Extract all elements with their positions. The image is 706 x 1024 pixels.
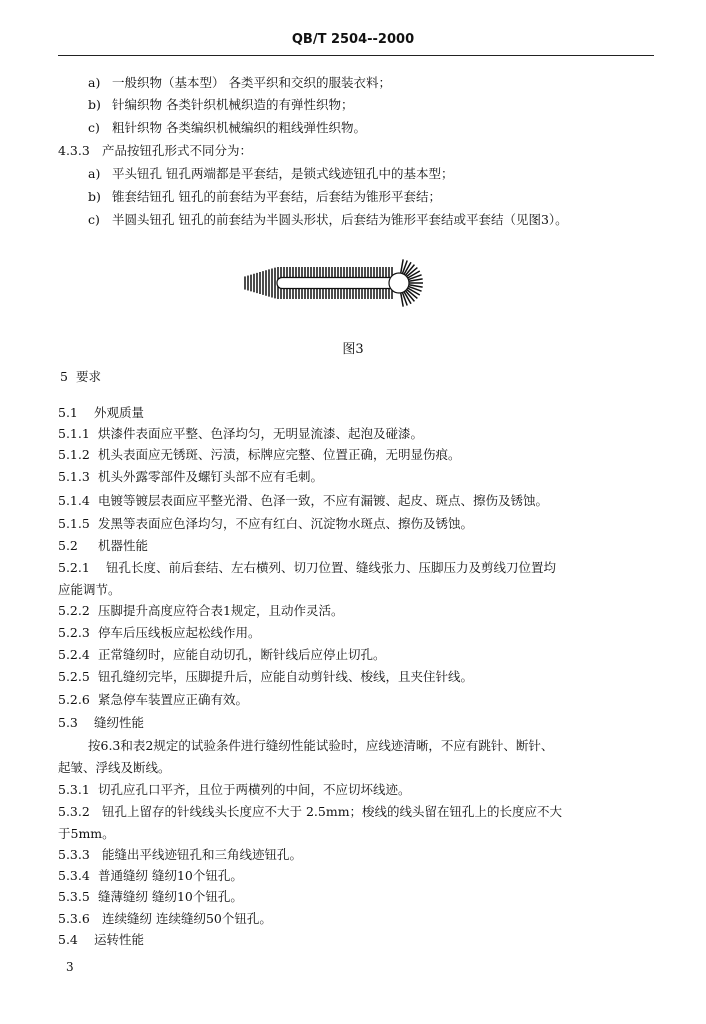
clause-text: 发黑等表面应色泽均匀，不应有红白、沉淀物水斑点、擦伤及锈蚀。 [98,516,474,531]
clause-text: 锥套结钮孔 钮孔的前套结为平套结，后套结为锥形平套结； [112,189,441,204]
standard-code-header: QB/T 2504--2000 [291,32,415,47]
clause-label: 5.3.2 [58,804,90,819]
clause-text: 能缝出平线迹钮孔和三角线迹钮孔。 [102,847,303,862]
clause-text: 钮孔长度、前后套结、左右横列、切刀位置、缝线张力、压脚压力及剪线刀位置均 [106,560,557,575]
text-line [58,715,144,731]
text-line [58,669,473,685]
clause-text: 压脚提升高度应符合表1规定，且动作灵活。 [98,603,344,618]
page-number: 3 [66,960,74,974]
text-line [58,868,243,884]
clause-label: 5.3.4 [58,868,90,883]
text-line [58,582,121,598]
clause-label: 5.2 [58,538,78,553]
text-line [88,166,453,182]
text-line [88,75,391,91]
clause-label: 5.2.5 [58,669,90,684]
clause-label: c) [88,212,100,227]
clause-label: 5.3.3 [58,847,90,862]
clause-text: 针编织物 各类针织机械织造的有弹性织物； [112,97,354,112]
clause-label: 5.1.4 [58,493,90,508]
text-line [58,782,411,798]
text-line [58,538,148,554]
text-line [58,804,562,820]
text-line [88,120,366,136]
clause-text: 烘漆件表面应平整、色泽均匀，无明显流漆、起泡及碰漆。 [98,426,424,441]
clause-label: a) [88,75,101,90]
clause-label: c) [88,120,100,135]
clause-label: 5.1.2 [58,447,90,462]
clause-label: 5.3.5 [58,889,90,904]
text-line [58,447,461,463]
text-line [58,560,556,576]
clause-text: 电镀等镀层表面应平整光滑、色泽一致，不应有漏镀、起皮、斑点、擦伤及锈蚀。 [98,493,549,508]
text-line [58,426,423,442]
clause-label: 5.1.3 [58,469,90,484]
text-line [88,738,553,754]
clause-text: 要求 [76,369,102,384]
text-line [60,369,101,385]
header-rule [58,55,654,56]
text-line [58,516,473,532]
clause-label: 5.1.5 [58,516,90,531]
text-line [58,692,248,708]
clause-text: 产品按钮孔形式不同分为： [102,143,253,158]
text-line [58,911,272,927]
clause-label: 5.2.3 [58,625,90,640]
clause-text: 普通缝纫 缝纫10个钮孔。 [98,868,243,883]
clause-label: 5 [60,369,68,384]
clause-text: 钮孔上留存的针线线头长度应不大于 2.5mm；梭线的线头留在钮孔上的长度应不大 [102,804,563,819]
text-line [58,469,323,485]
clause-text: 半圆头钮孔 钮孔的前套结为半圆头形状，后套结为锥形平套结或平套结（见图3）。 [112,212,568,227]
clause-label: 5.2.6 [58,692,90,707]
text-line [58,625,261,641]
text-line [58,932,144,948]
clause-text: 机头表面应无锈斑、污渍，标牌应完整、位置正确，无明显伤痕。 [98,447,461,462]
clause-label: 5.2.4 [58,647,90,662]
text-line [88,189,441,205]
clause-text: 外观质量 [94,405,145,420]
clause-label: 5.3.1 [58,782,90,797]
clause-text: 连续缝纫 连续缝纫50个钮孔。 [102,911,272,926]
clause-text: 于5mm。 [58,826,115,841]
clause-text: 应能调节。 [58,582,121,597]
figure-caption: 图3 [342,342,364,357]
clause-text: 紧急停车装置应正确有效。 [98,692,249,707]
clause-text: 正常缝纫时，应能自动切孔，断针线后应停止切孔。 [98,647,386,662]
clause-label: b) [88,97,101,112]
clause-text: 按6.3和表2规定的试验条件进行缝纫性能试验时，应线迹清晰，不应有跳针、断针、 [88,738,554,753]
clause-text: 停车后压线板应起松线作用。 [98,625,261,640]
clause-text: 平头钮孔 钮孔两端都是平套结，是锁式线迹钮孔中的基本型； [112,166,454,181]
buttonhole-figure [243,250,425,316]
text-line [88,97,353,113]
text-line [88,212,568,228]
text-line [58,405,144,421]
clause-text: 起皱、浮线及断线。 [58,760,171,775]
clause-label: 5.3.6 [58,911,90,926]
text-line [58,847,302,863]
text-line [58,647,386,663]
clause-label: 5.2.2 [58,603,90,618]
clause-text: 钮孔缝纫完毕，压脚提升后，应能自动剪针线、梭线，且夹住针线。 [98,669,474,684]
clause-text: 缝纫性能 [94,715,145,730]
clause-text: 运转性能 [94,932,145,947]
clause-label: a) [88,166,101,181]
text-line [58,493,548,509]
text-line [58,603,343,619]
clause-label: 5.1.1 [58,426,90,441]
clause-text: 机头外露零部件及螺钉头部不应有毛刺。 [98,469,324,484]
text-line [58,143,252,159]
clause-label: 5.3 [58,715,78,730]
clause-text: 粗针织物 各类编织机械编织的粗线弹性织物。 [112,120,366,135]
clause-label: 5.1 [58,405,78,420]
text-line [58,826,115,842]
text-line [58,889,243,905]
clause-text: 一般织物（基本型） 各类平织和交织的服装衣料； [112,75,391,90]
clause-text: 机器性能 [98,538,149,553]
clause-label: 5.4 [58,932,78,947]
clause-text: 缝薄缝纫 缝纫10个钮孔。 [98,889,243,904]
clause-label: 4.3.3 [58,143,90,158]
clause-label: 5.2.1 [58,560,90,575]
clause-label: b) [88,189,101,204]
clause-text: 切孔应孔口平齐，且位于两横列的中间，不应切坏线迹。 [98,782,411,797]
text-line [58,760,171,776]
